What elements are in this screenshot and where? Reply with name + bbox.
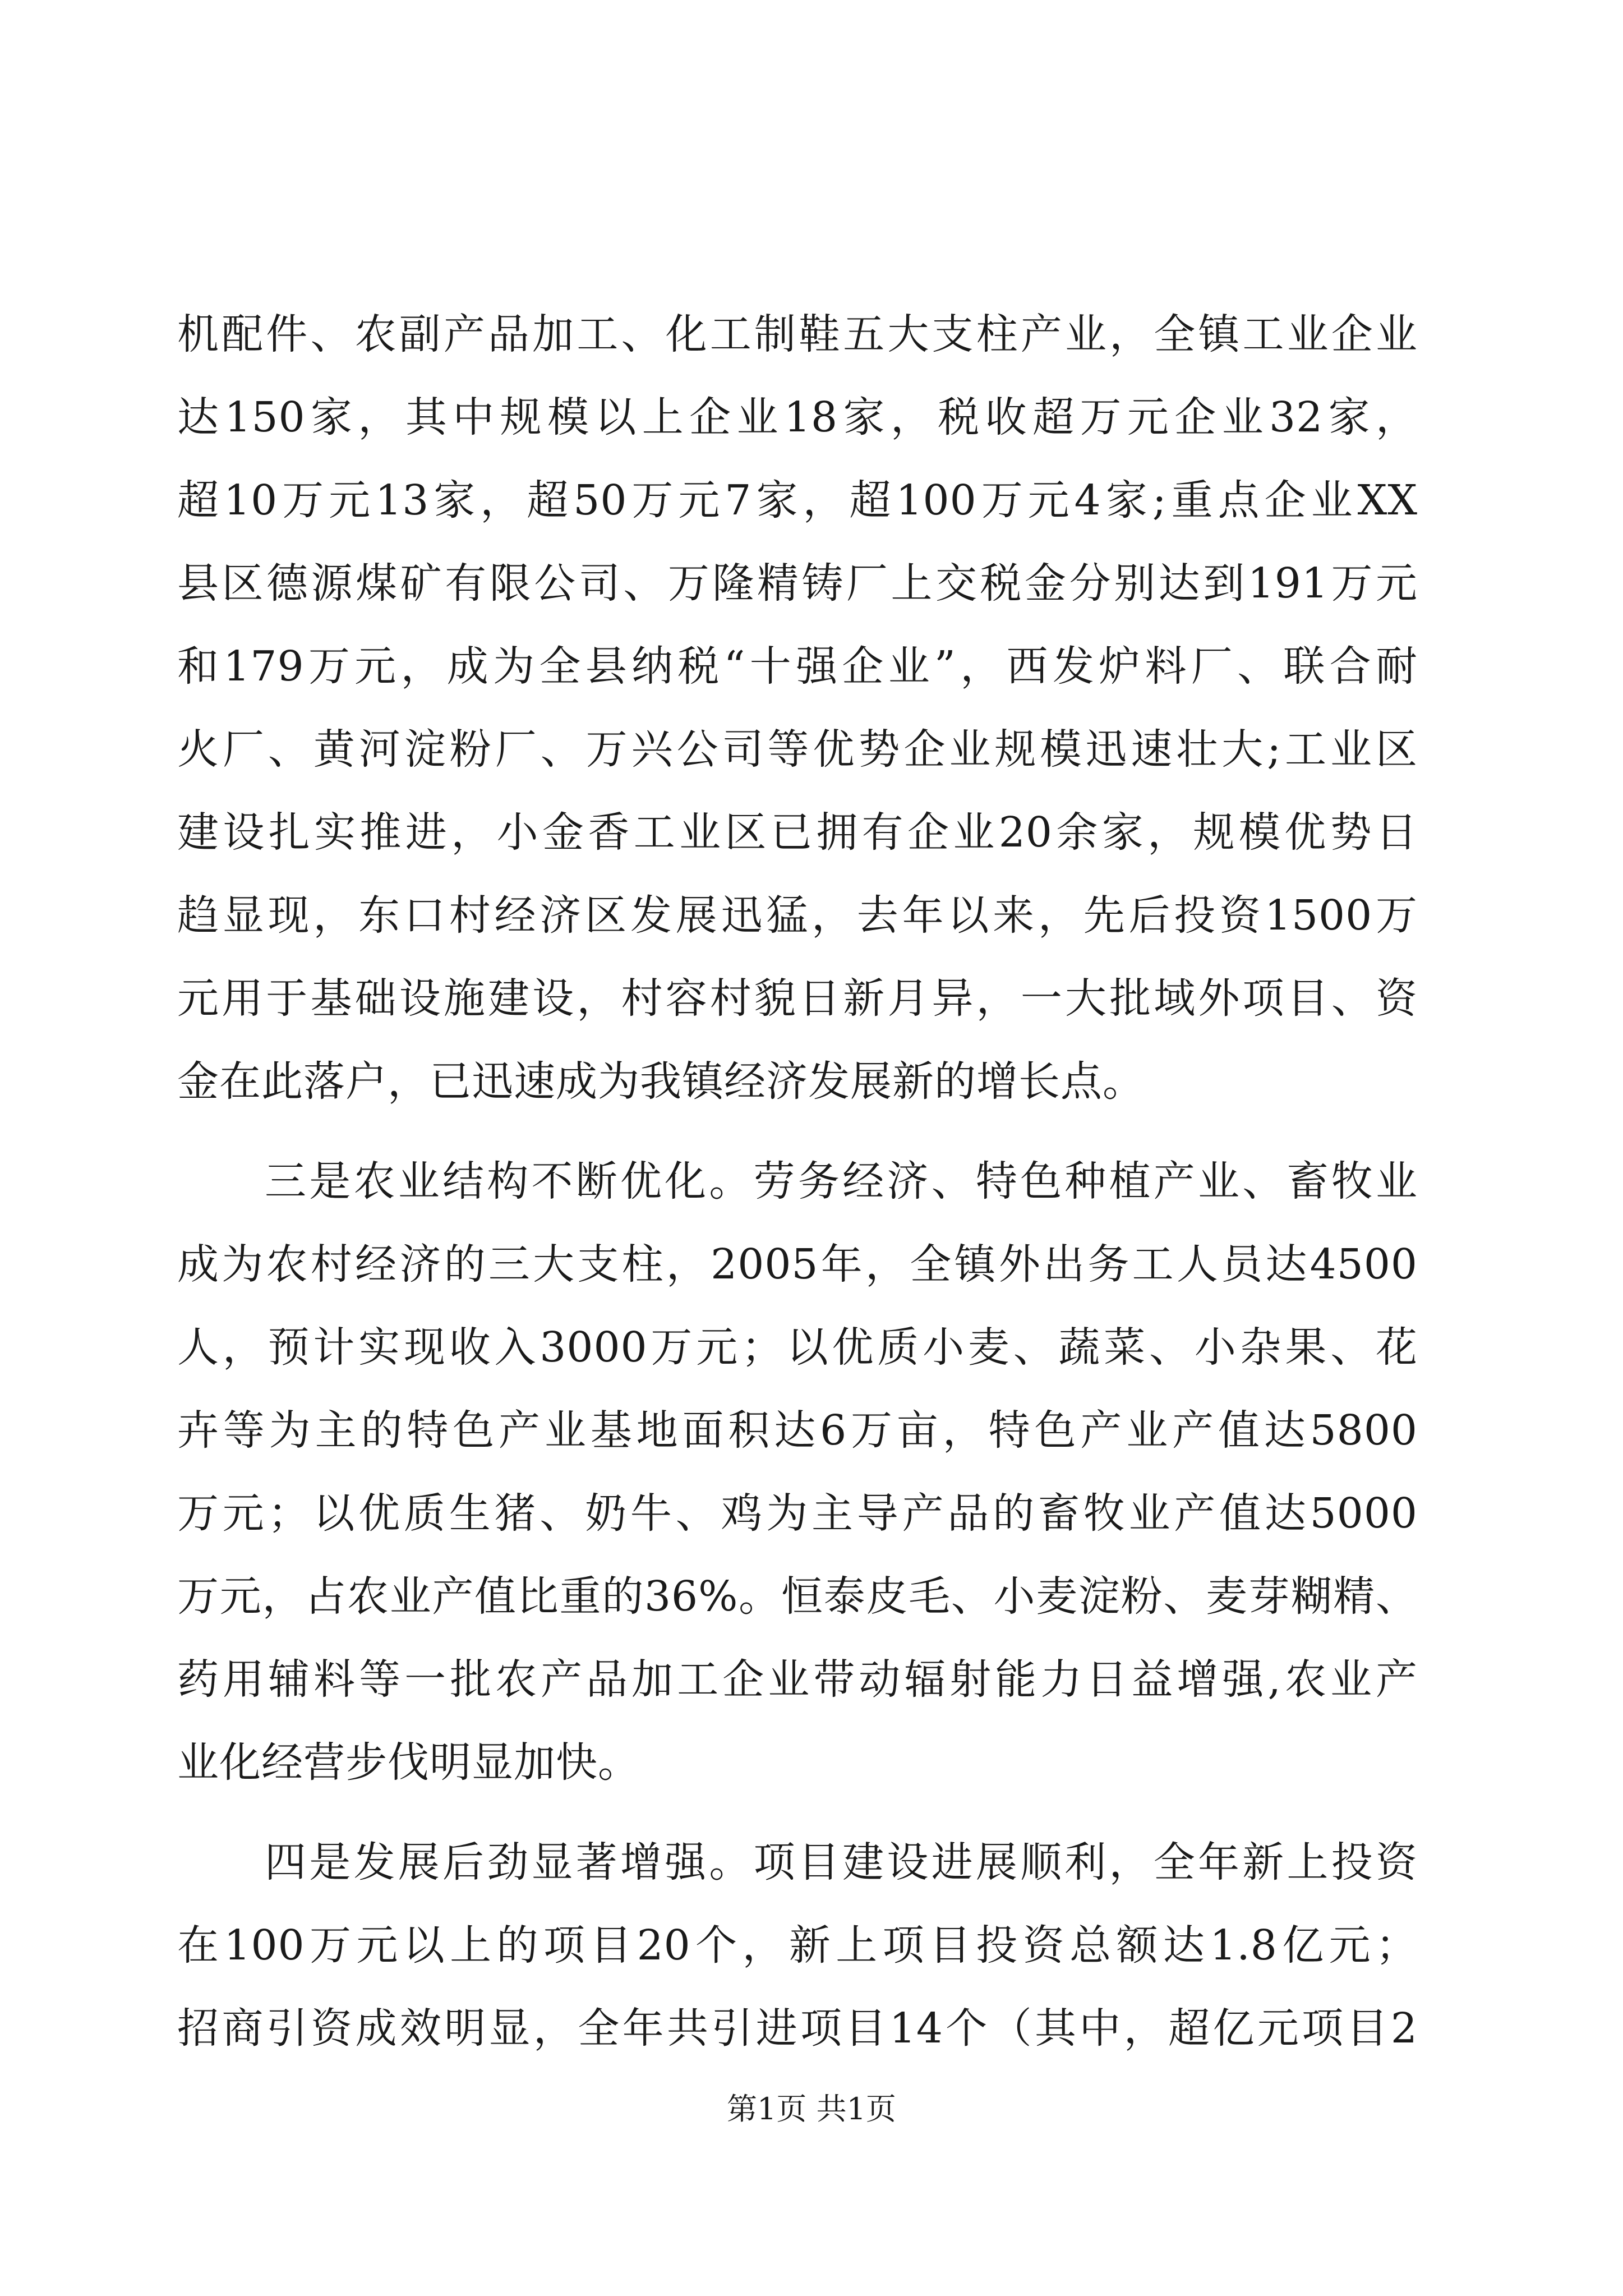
paragraph bbox=[177, 1821, 1418, 2070]
text-line: 三是农业结构不断优化。劳务经济、特色种植产业、畜牧业 bbox=[265, 1157, 1418, 1205]
text-line: 火厂、黄河淀粉厂、万兴公司等优势企业规模迅速壮大;工业区 bbox=[177, 725, 1418, 774]
text-line: 县区德源煤矿有限公司、万隆精铸厂上交税金分别达到191万元 bbox=[177, 559, 1418, 608]
text-line: 元用于基础设施建设，村容村貌日新月异，一大批域外项目、资 bbox=[177, 974, 1418, 1023]
text-line: 四是发展后劲显著增强。项目建设进展顺利，全年新上投资 bbox=[265, 1838, 1418, 1887]
paragraph bbox=[177, 293, 1418, 1123]
text-line: 人，预计实现收入3000万元；以优质小麦、蔬菜、小杂果、花 bbox=[177, 1323, 1418, 1372]
text-line: 趋显现，东口村经济区发展迅猛，去年以来，先后投资1500万 bbox=[177, 891, 1418, 940]
document-body bbox=[177, 293, 1418, 2070]
text-line: 在100万元以上的项目20个，新上项目投资总额达1.8亿元； bbox=[177, 1921, 1418, 1970]
text-line: 招商引资成效明显，全年共引进项目14个（其中，超亿元项目2 bbox=[177, 2004, 1418, 2053]
text-line: 建设扎实推进，小金香工业区已拥有企业20余家，规模优势日 bbox=[177, 808, 1418, 857]
page-number-label: 第1页 共1页 bbox=[727, 2091, 896, 2127]
text-line: 成为农村经济的三大支柱，2005年，全镇外出务工人员达4500 bbox=[177, 1240, 1418, 1289]
text-line: 业化经营步伐明显加快。 bbox=[177, 1738, 640, 1787]
page-footer bbox=[0, 2087, 1623, 2132]
text-line: 机配件、农副产品加工、化工制鞋五大支柱产业，全镇工业企业 bbox=[177, 310, 1418, 358]
text-line: 和179万元，成为全县纳税“十强企业”，西发炉料厂、联合耐 bbox=[177, 642, 1418, 691]
text-line: 万元；以优质生猪、奶牛、鸡为主导产品的畜牧业产值达5000 bbox=[177, 1489, 1418, 1538]
text-line: 金在此落户，已迅速成为我镇经济发展新的增长点。 bbox=[177, 1057, 1145, 1106]
text-line: 卉等为主的特色产业基地面积达6万亩，特色产业产值达5800 bbox=[177, 1406, 1418, 1455]
text-line: 药用辅料等一批农产品加工企业带动辐射能力日益增强,农业产 bbox=[177, 1655, 1418, 1704]
text-line: 超10万元13家，超50万元7家，超100万元4家;重点企业XX bbox=[177, 476, 1418, 524]
text-line: 达150家，其中规模以上企业18家，税收超万元企业32家， bbox=[177, 393, 1418, 441]
text-line: 万元，占农业产值比重的36%。恒泰皮毛、小麦淀粉、麦芽糊精、 bbox=[177, 1572, 1418, 1621]
paragraph bbox=[177, 1140, 1418, 1804]
